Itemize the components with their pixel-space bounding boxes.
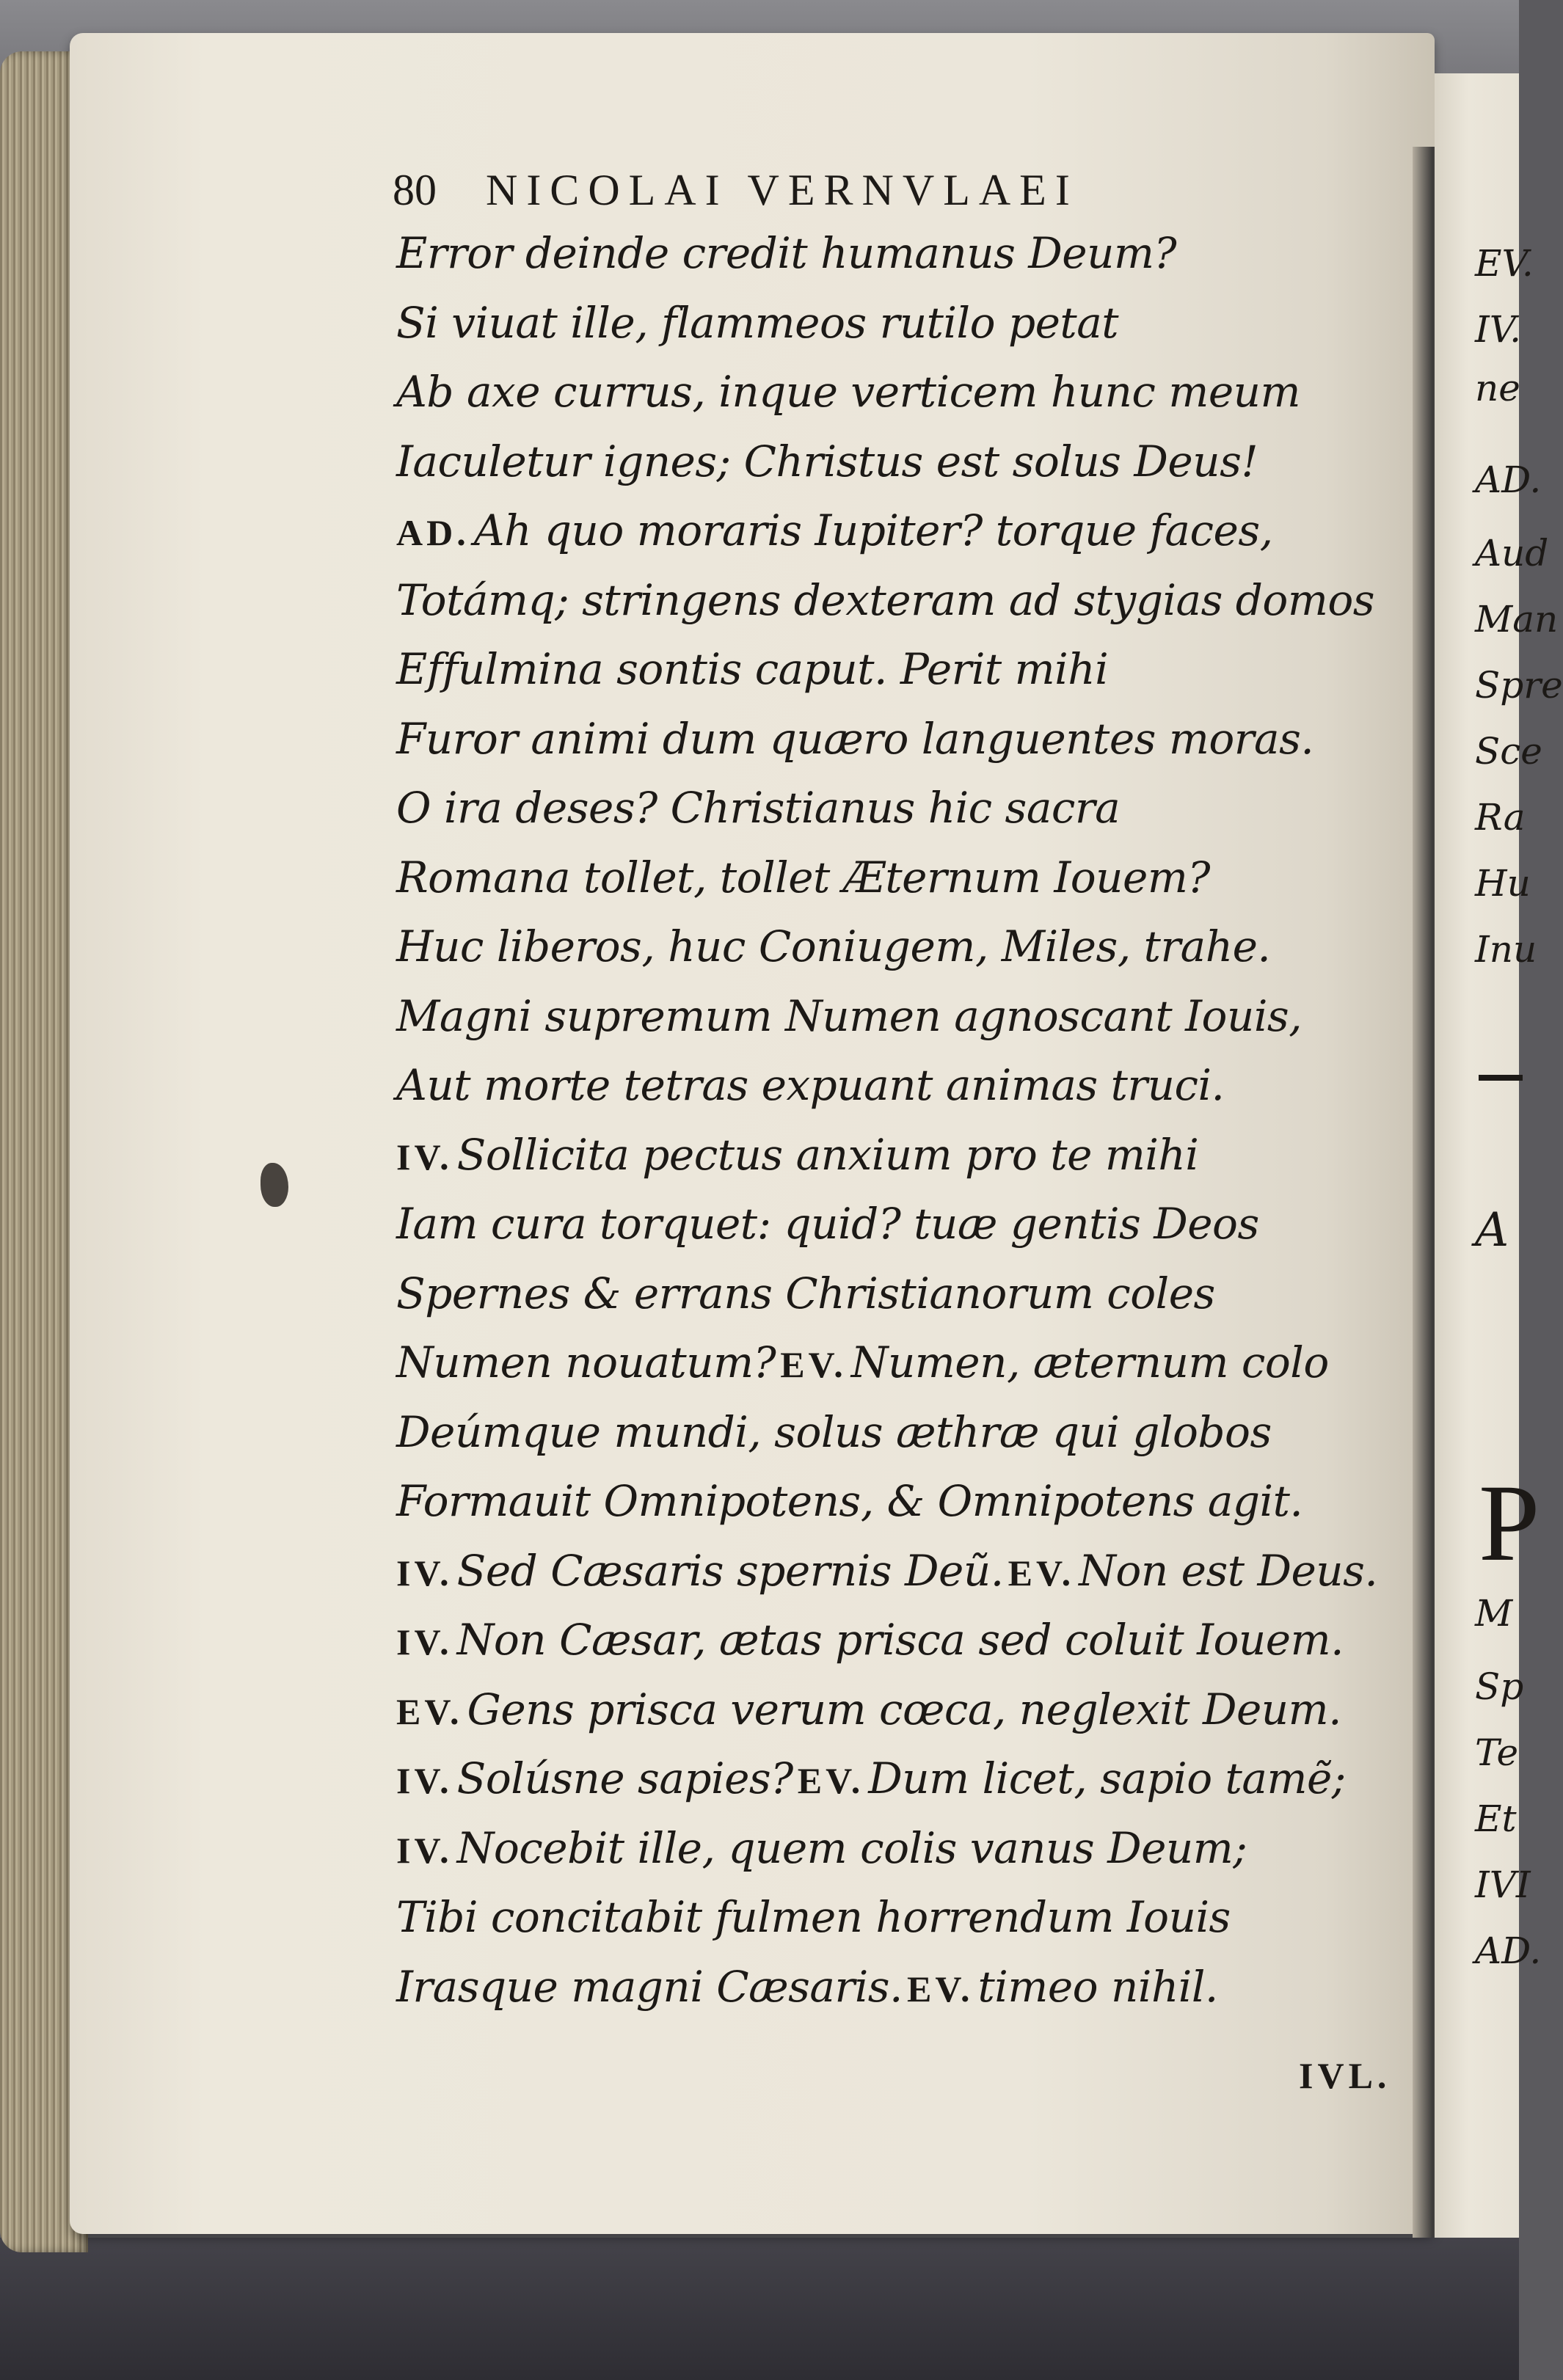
verse-line bbox=[396, 843, 1394, 913]
verse-line bbox=[396, 1605, 1394, 1675]
verse-text: Romana tollet, tollet Æternum Iouem? bbox=[396, 852, 1210, 902]
verse-text: Dum licet, sapio tamẽ; bbox=[868, 1753, 1346, 1803]
facing-page-fragment: AD. bbox=[1475, 1930, 1542, 1972]
verse-text: Sed Cæsaris spernis Deũ. bbox=[456, 1545, 1004, 1596]
facing-page-rule bbox=[1479, 1075, 1523, 1081]
facing-page-fragment: Ra bbox=[1475, 796, 1526, 839]
verse-line bbox=[396, 1120, 1394, 1190]
verse-line bbox=[396, 1259, 1394, 1329]
verse-text: Iaculetur ignes; Christus est solus Deus! bbox=[396, 436, 1258, 486]
verse-line bbox=[396, 1189, 1394, 1259]
facing-page-fragment: P bbox=[1479, 1462, 1540, 1584]
facing-page-fragment: Man bbox=[1475, 598, 1559, 640]
speaker-label: EV. bbox=[780, 1344, 847, 1385]
verse-text: Gens prisca verum cœca, neglexit Deum. bbox=[467, 1684, 1342, 1734]
facing-page-fragment: Te bbox=[1475, 1731, 1519, 1774]
verse-text: Effulmina sontis caput. Perit mihi bbox=[396, 644, 1109, 694]
speaker-label: EV. bbox=[1008, 1552, 1075, 1594]
speaker-label: IV. bbox=[396, 1829, 453, 1871]
verse-line bbox=[396, 773, 1394, 843]
facing-page-fragment: Sp bbox=[1475, 1665, 1524, 1708]
facing-page-fragment: A bbox=[1475, 1203, 1509, 1257]
verse-line bbox=[396, 1398, 1394, 1467]
facing-page-fragment: Inu bbox=[1475, 928, 1537, 971]
verse-line bbox=[396, 1051, 1394, 1120]
verse-line bbox=[396, 982, 1394, 1051]
verse-text: Magni supremum Numen agnoscant Iouis, bbox=[396, 990, 1302, 1041]
facing-page-fragment: EV. bbox=[1475, 242, 1534, 285]
verse-text: Totámq; stringens dexteram ad stygias domos bbox=[396, 574, 1375, 625]
speaker-label: IV. bbox=[396, 1760, 453, 1801]
facing-page-fragment: AD. bbox=[1475, 459, 1542, 501]
verse-text: Spernes & errans Christianorum coles bbox=[396, 1268, 1215, 1318]
verse-text: Ah quo moraris Iupiter? torque faces, bbox=[473, 505, 1273, 555]
verse-text: timeo nihil. bbox=[977, 1961, 1218, 2012]
verse-text: Tibi concitabit fulmen horrendum Iouis bbox=[396, 1892, 1231, 1942]
verse-line bbox=[396, 566, 1394, 635]
page-number: 80 bbox=[393, 166, 437, 214]
verse-text: Irasque magni Cæsaris. bbox=[396, 1961, 903, 2012]
verse-text: Numen, æternum colo bbox=[850, 1337, 1329, 1387]
verse-text: Ab axe currus, inque verticem hunc meum bbox=[396, 367, 1301, 417]
speaker-label: IV. bbox=[396, 1552, 453, 1594]
running-title: NICOLAI VERNVLAEI bbox=[486, 166, 1079, 214]
facing-page-fragment: Aud bbox=[1475, 532, 1549, 574]
verse-text: Non Cæsar, ætas prisca sed coluit Iouem. bbox=[456, 1615, 1344, 1665]
facing-page-fragment: IVI bbox=[1475, 1864, 1531, 1906]
facing-page-fragment: M bbox=[1475, 1592, 1513, 1635]
verse-text-block bbox=[396, 219, 1394, 2021]
verse-text: Deúmque mundi, solus æthræ qui globos bbox=[396, 1406, 1272, 1457]
verse-text: Numen nouatum? bbox=[396, 1337, 776, 1387]
verse-line bbox=[396, 1883, 1394, 1952]
running-head bbox=[393, 165, 1347, 216]
verse-text: Formauit Omnipotens, & Omnipotens agit. bbox=[396, 1476, 1303, 1526]
facing-page-fragment: Spre bbox=[1475, 664, 1563, 707]
verse-line bbox=[396, 357, 1394, 427]
verse-text: Furor animi dum quæro languentes moras. bbox=[396, 713, 1314, 764]
verse-text: Nocebit ille, quem colis vanus Deum; bbox=[456, 1822, 1247, 1873]
facing-page-fragment: IV. bbox=[1475, 308, 1522, 351]
verse-text: O ira deses? Christianus hic sacra bbox=[396, 783, 1121, 833]
verse-line bbox=[396, 288, 1394, 358]
verse-text: Non est Deus. bbox=[1079, 1545, 1378, 1596]
verse-line bbox=[396, 912, 1394, 982]
verse-text: Iam cura torquet: quid? tuæ gentis Deos bbox=[396, 1199, 1259, 1249]
speaker-label: EV. bbox=[396, 1690, 463, 1732]
verse-line bbox=[396, 1536, 1394, 1606]
verse-line bbox=[396, 1328, 1394, 1398]
speaker-label: EV. bbox=[797, 1760, 864, 1801]
verse-line bbox=[396, 1467, 1394, 1536]
verse-line bbox=[396, 1952, 1394, 2022]
verse-line bbox=[396, 427, 1394, 497]
facing-page-fragment: Et bbox=[1475, 1797, 1517, 1840]
facing-page-fragment: ne bbox=[1475, 367, 1520, 409]
verse-line bbox=[396, 704, 1394, 774]
verse-text: Sollicita pectus anxium pro te mihi bbox=[456, 1129, 1199, 1180]
verse-line bbox=[396, 1814, 1394, 1883]
verse-line bbox=[396, 496, 1394, 566]
verse-line bbox=[396, 1675, 1394, 1745]
catchword: IVL. bbox=[1299, 2055, 1391, 2096]
verse-line bbox=[396, 1744, 1394, 1814]
verse-text: Huc liberos, huc Coniugem, Miles, trahe. bbox=[396, 921, 1271, 971]
facing-page-fragment: Hu bbox=[1475, 862, 1531, 905]
speaker-label: AD. bbox=[396, 512, 470, 553]
backdrop-bottom bbox=[0, 2238, 1519, 2380]
verse-text: Aut morte tetras expuant animas truci. bbox=[396, 1060, 1225, 1110]
verse-text: Si viuat ille, flammeos rutilo petat bbox=[396, 297, 1119, 348]
speaker-label: EV. bbox=[906, 1968, 974, 2010]
facing-page-fragment: Sce bbox=[1475, 730, 1542, 773]
verse-text: Solúsne sapies? bbox=[456, 1753, 793, 1803]
speaker-label: IV. bbox=[396, 1136, 453, 1178]
verse-line bbox=[396, 635, 1394, 704]
speaker-label: IV. bbox=[396, 1621, 453, 1662]
verse-text: Error deinde credit humanus Deum? bbox=[396, 228, 1177, 278]
verse-line bbox=[396, 219, 1394, 288]
